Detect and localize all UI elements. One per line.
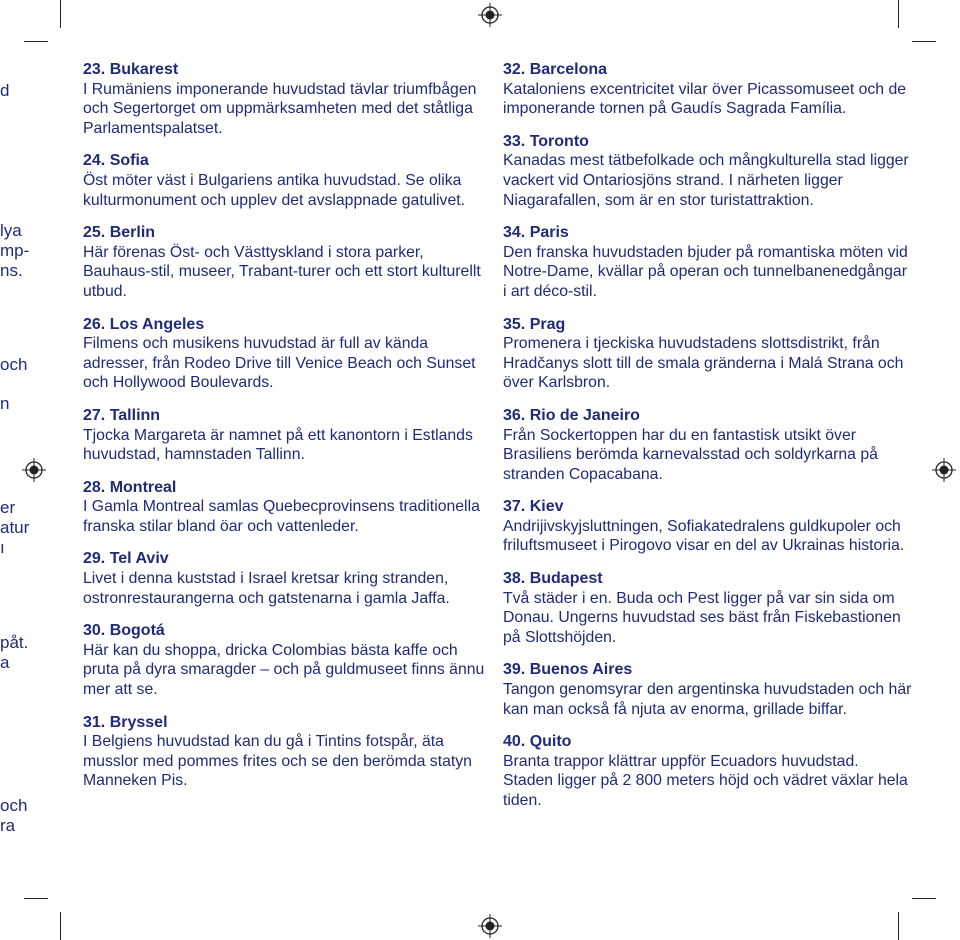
entry-title: 36. Rio de Janeiro xyxy=(503,406,640,424)
entry-body: Här förenas Öst- och Västtyskland i stora parker, Bauhaus-stil, museer, Trabant-turer och ett stort kulturellt utbud. xyxy=(83,243,481,300)
gutter-text-fragment: påt. xyxy=(0,633,29,652)
gutter-text-fragment: a xyxy=(0,653,10,672)
gutter-text-fragment: och xyxy=(0,796,28,815)
gutter-text-fragment: ra xyxy=(0,816,16,835)
city-entry xyxy=(83,406,493,465)
crop-mark-top-left-h xyxy=(24,41,48,42)
entry-title: 30. Bogotá xyxy=(83,622,165,640)
entry-title: 26. Los Angeles xyxy=(83,315,205,333)
entry-title: 34. Paris xyxy=(503,224,569,242)
entry-body: I Gamla Montreal samlas Quebecprovinsens traditionella franska stilar bland öar och vattenleder. xyxy=(83,498,480,535)
left-column xyxy=(83,60,493,804)
city-entry xyxy=(503,660,913,719)
crop-mark-top-right-v xyxy=(898,0,899,28)
entry-title: 32. Barcelona xyxy=(503,61,608,78)
city-entry xyxy=(503,132,913,210)
gutter-text-fragment: d xyxy=(0,81,10,100)
city-entry xyxy=(83,549,493,608)
gutter-text-fragment: ns. xyxy=(0,261,23,280)
entry-title: 23. Bukarest xyxy=(83,61,179,78)
entry-body: Filmens och musikens huvudstad är full av kända adresser, från Rodeo Drive till Venice Beach och Sunset och Hollywood Boulevards. xyxy=(83,335,476,392)
entry-title: 35. Prag xyxy=(503,315,566,333)
gutter-text-fragment: lya xyxy=(0,221,22,240)
gutter-text-fragment: atur xyxy=(0,518,30,537)
city-entry xyxy=(83,713,493,791)
entry-body: Tangon genomsyrar den argentinska huvudstaden och här kan man också få njuta av enorma, grillade biffar. xyxy=(503,681,912,718)
city-entry xyxy=(503,569,913,647)
entry-title: 37. Kiev xyxy=(503,498,564,516)
entry-body: Kataloniens excentricitet vilar över Picassomuseet och de imponerande tornen på Gaudís Sagrada Família. xyxy=(503,80,907,118)
entry-body: Den franska huvudstaden bjuder på romantiska möten vid Notre-Dame, kvällar på operan och tunnelbanenedgångar i art déco-stil. xyxy=(503,243,908,300)
entry-title: 39. Buenos Aires xyxy=(503,661,633,679)
crop-mark-top-right-h xyxy=(912,41,936,42)
entry-body: Här kan du shoppa, dricka Colombias bästa kaffe och pruta på dyra smaragder – och på guldmuseet finns ännu mer att se. xyxy=(83,641,485,699)
registration-mark-left-icon xyxy=(22,458,46,482)
gutter-text-fragment: mp- xyxy=(0,241,30,260)
registration-mark-top-icon xyxy=(478,3,502,27)
city-entry xyxy=(503,315,913,393)
entry-body: Livet i denna kuststad i Israel kretsar kring stranden, ostronrestaurangerna och gatstenarna i gamla Jaffa. xyxy=(83,570,450,607)
crop-mark-bottom-right-h xyxy=(912,898,936,899)
entry-title: 24. Sofia xyxy=(83,152,149,170)
entry-body: Andrijivskyjsluttningen, Sofiakatedralens guldkupoler och friluftsmuseet i Pirogovo visar en del av Ukrainas historia. xyxy=(503,517,905,555)
entry-title: 38. Budapest xyxy=(503,570,603,588)
crop-mark-bottom-left-h xyxy=(24,898,48,899)
entry-title: 28. Montreal xyxy=(83,478,177,496)
entry-body: Från Sockertoppen har du en fantastisk utsikt över Brasiliens berömda karnevalsstad och soldyrkarna på stranden Copacabana. xyxy=(503,426,878,483)
entry-body: I Belgiens huvudstad kan du gå i Tintins fotspår, äta musslor med pommes frites och se den berömda statyn Manneken Pis. xyxy=(83,733,472,790)
crop-mark-bottom-left-v xyxy=(60,912,61,940)
crop-mark-top-left-v xyxy=(60,0,61,28)
entry-body: I Rumäniens imponerande huvudstad tävlar triumfbågen och Segertorget om uppmärksamheten med det ståtliga Parlamentspalatset. xyxy=(83,80,477,137)
city-entry xyxy=(83,60,493,138)
city-entry xyxy=(503,406,913,484)
entry-body: Branta trappor klättrar uppför Ecuadors huvudstad. Staden ligger på 2 800 meters höjd och vädret växlar hela tiden. xyxy=(503,752,908,809)
entry-title: 29. Tel Aviv xyxy=(83,550,169,568)
city-entry xyxy=(83,621,493,699)
city-entry xyxy=(83,478,493,537)
entry-body: Promenera i tjeckiska huvudstadens slottsdistrikt, från Hradčanys slott till de smala gränderna i Malá Strana och över Karlsbron. xyxy=(503,335,904,392)
entry-title: 27. Tallinn xyxy=(83,406,161,424)
city-entry xyxy=(83,315,493,393)
entry-body: Öst möter väst i Bulgariens antika huvudstad. Se olika kulturmonument och upplev det avslappnade gatulivet. xyxy=(83,171,466,209)
city-entry xyxy=(503,60,913,119)
gutter-text-fragment: er xyxy=(0,498,16,517)
entry-title: 25. Berlin xyxy=(83,224,156,242)
registration-mark-right-icon xyxy=(932,458,956,482)
registration-mark-bottom-icon xyxy=(478,914,502,938)
city-entry xyxy=(503,497,913,556)
right-column xyxy=(503,60,913,824)
city-entry xyxy=(83,151,493,210)
city-entry xyxy=(503,732,913,810)
gutter-text-fragment: n xyxy=(0,394,10,413)
city-entry xyxy=(503,223,913,301)
gutter-text-fragment: ı xyxy=(0,538,5,557)
entry-title: 40. Quito xyxy=(503,733,572,751)
entry-title: 31. Bryssel xyxy=(83,713,168,731)
entry-body: Kanadas mest tätbefolkade och mångkulturella stad ligger vackert vid Ontariosjöns strand. I närheten ligger Niagarafallen, som är en stor turistattraktion. xyxy=(503,152,909,209)
entry-title: 33. Toronto xyxy=(503,132,589,150)
city-entry xyxy=(83,223,493,301)
entry-body: Två städer i en. Buda och Pest ligger på var sin sida om Donau. Ungerns huvudstad ses bäst från Fiskebastionen på Slottshöjden. xyxy=(503,589,901,646)
entry-body: Tjocka Margareta är namnet på ett kanontorn i Estlands huvudstad, hamnstaden Tallinn. xyxy=(83,426,473,464)
crop-mark-bottom-right-v xyxy=(898,912,899,940)
gutter-text-fragment: och xyxy=(0,355,28,374)
